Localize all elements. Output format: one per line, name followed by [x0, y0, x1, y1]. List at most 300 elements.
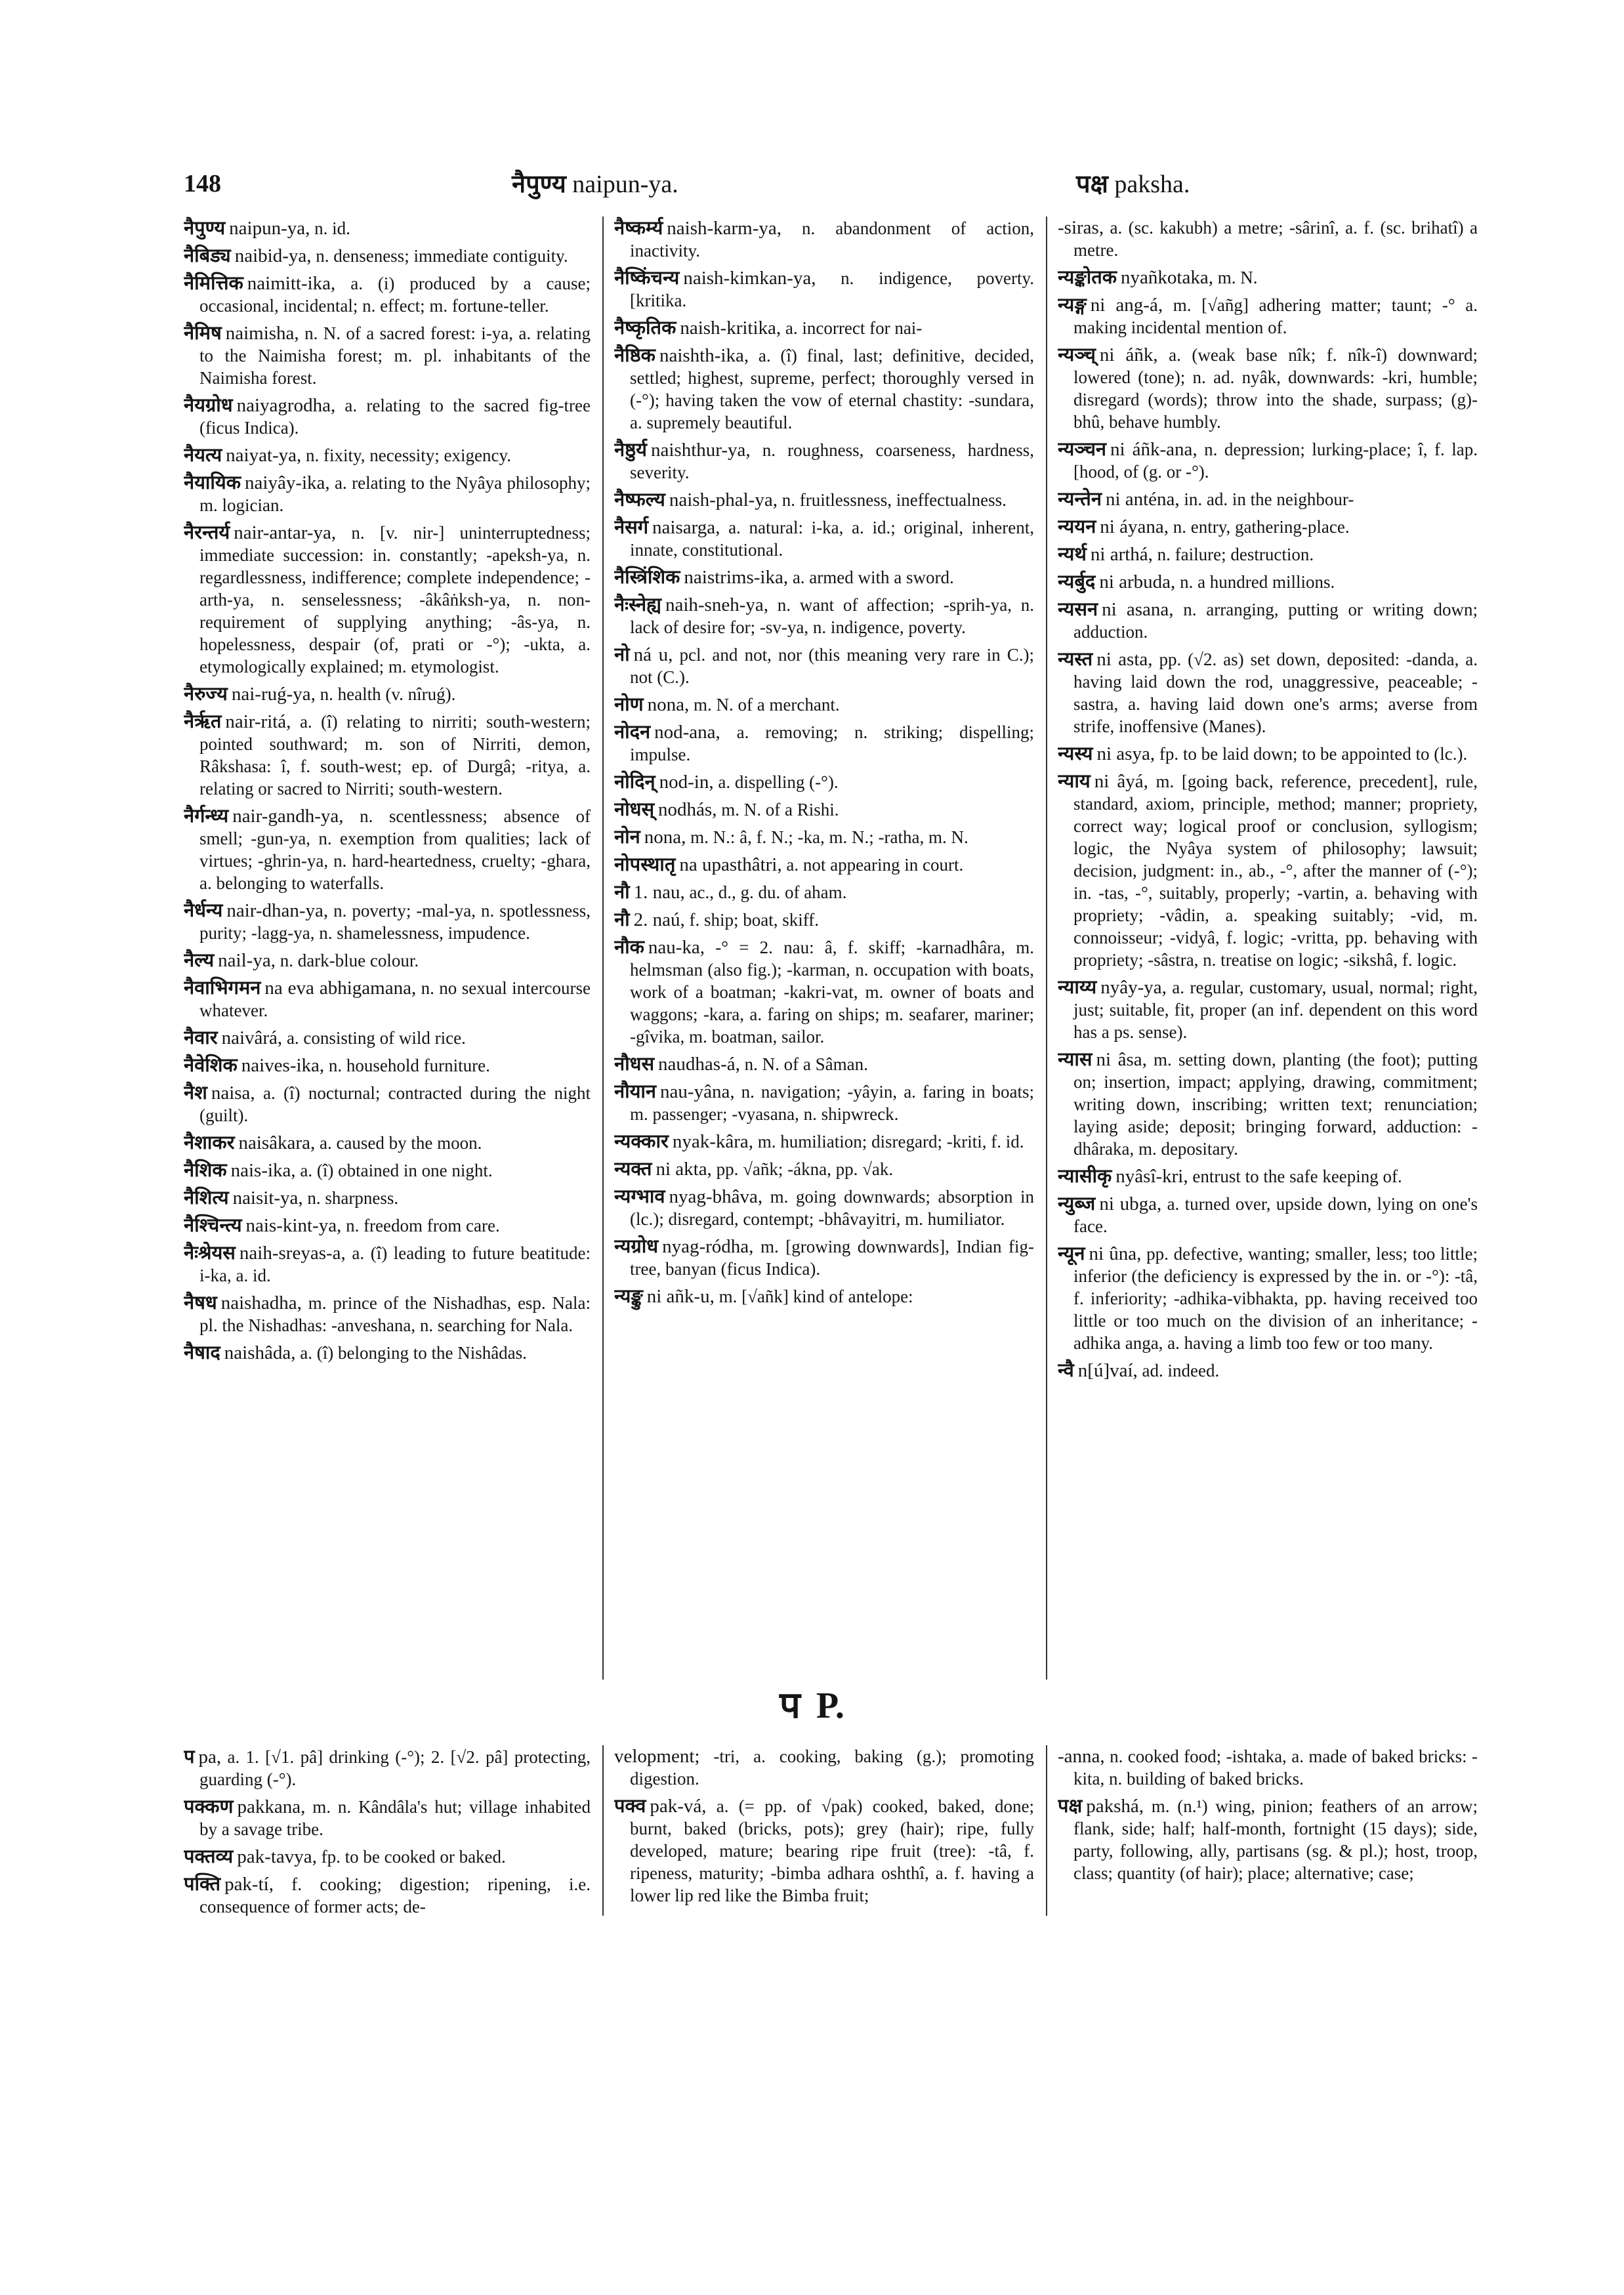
dictionary-entry: [184, 1745, 591, 1790]
dictionary-entry: [614, 1794, 1034, 1907]
headword-transliteration: ni ûna,: [1089, 1243, 1142, 1264]
dictionary-entry: [1058, 598, 1478, 643]
headword-transliteration: naiyat-ya,: [226, 445, 302, 466]
definition: m. N. of a merchant.: [693, 695, 840, 714]
headword-devanagari: नैःश्रेयस: [184, 1241, 236, 1264]
dictionary-entry: [184, 1795, 591, 1840]
headword-transliteration: pak-tí,: [224, 1874, 274, 1895]
definition: a. not appearing in court.: [786, 855, 964, 875]
dictionary-entry: [184, 710, 591, 800]
dictionary-entry: [614, 880, 1034, 903]
headword-devanagari: नैष्ठिक: [614, 344, 656, 366]
headword-transliteration: pa,: [198, 1747, 222, 1768]
headword-devanagari: नोदिन्: [614, 770, 656, 793]
column-2: [614, 217, 1034, 1680]
headword-transliteration: naishthur-ya,: [651, 440, 751, 461]
headword-devanagari: नैरन्तर्य: [184, 521, 230, 543]
headword-transliteration: nyây-ya,: [1100, 977, 1167, 998]
headword-devanagari: नैःस्नेह्य: [614, 593, 661, 615]
headword-devanagari: नौक: [614, 936, 644, 958]
definition: n. scentlessness; absence of smell; -gun-ya, n. exemption from qualities; lack of virtues; -ghrin-ya, n. hard-heartedness, cruelty; -ghara, a. belonging to waterfalls.: [199, 806, 591, 893]
headword-transliteration: nodhás,: [658, 799, 717, 820]
definition: n. failure; destruction.: [1157, 545, 1314, 564]
definition: n. freedom from care.: [346, 1216, 500, 1235]
headword-transliteration: nais-kint-ya,: [245, 1215, 342, 1236]
headword-transliteration: naiyây-ika,: [245, 472, 330, 493]
headword-transliteration: pak-vá,: [650, 1796, 707, 1817]
dictionary-entry: [614, 217, 1034, 262]
section-letter-roman: P.: [816, 1685, 844, 1726]
definition: entrust to the safe keeping of.: [1192, 1167, 1402, 1186]
dictionary-entry: [614, 344, 1034, 434]
definition: -tri, a. cooking, baking (g.); promoting digestion.: [630, 1747, 1034, 1788]
column-5: [614, 1745, 1034, 1916]
page-number: 148: [184, 170, 221, 197]
headword-transliteration: naisit-ya,: [232, 1188, 303, 1209]
headword-devanagari: नौयान: [614, 1080, 657, 1102]
definition: a. (î) belonging to the Nishâdas.: [300, 1343, 527, 1363]
headword-devanagari: नैष्ठुर्य: [614, 438, 647, 461]
headword-devanagari: न्यङ्कु: [614, 1285, 643, 1307]
dictionary-entry: [614, 1130, 1034, 1153]
dictionary-entry: [184, 444, 591, 466]
definition: a. caused by the moon.: [319, 1133, 482, 1153]
headword-transliteration: nau-yâna,: [660, 1081, 735, 1102]
definition: m. [going back, reference, precedent], rule, standard, axiom, principle, method; manner; propriety, correct way; logical proof or conclusion, syllogism; logic, the Nyâya system of philosophy; lawsuit; decision, judgment: in., ab., -°, after the manner of (-°); in. -tas, -°, suitably, properly; -vartin, a. behaving with propriety; -vâdin, a. speaking suitably; -vid, m. connoisseur; -vidyâ, f. logic; -vritta, pp. behaving with propriety; -sâstra, n. treatise on logic; -sikshâ, f. logic.: [1073, 772, 1478, 970]
headword-transliteration: ni akta,: [656, 1159, 712, 1180]
headword-transliteration: ni âyá,: [1094, 771, 1148, 792]
definition: n. health (v. nîruǵ).: [320, 684, 456, 704]
dictionary-entry: [184, 949, 591, 972]
dictionary-entry: [614, 438, 1034, 484]
dictionary-entry: [614, 516, 1034, 561]
headword-devanagari: नैष्कर्म्य: [614, 217, 663, 239]
headword-devanagari: न्यास: [1058, 1048, 1093, 1070]
headword-transliteration: nais-ika,: [230, 1160, 296, 1181]
dictionary-entry: [184, 1214, 591, 1237]
dictionary-entry: [184, 217, 591, 239]
definition: a. armed with a sword.: [792, 568, 954, 587]
headword-devanagari: न्यञ्चन: [1058, 438, 1107, 460]
dictionary-entry: [184, 471, 591, 516]
definition: n. [v. nir-] uninterruptedness; immediate succession: in. constantly; -apeksh-ya, n. regardlessness, indifference; complete independence; -arth-ya, n. senselessness; -âkâṅksh-ya, n. non-requirement of supplying anything; -âs-ya, n. hopelessness, despair (of, prati or -°); -ukta, a. etymologically explained; m. etymologist.: [199, 523, 591, 676]
definition: a. 1. [√1. pâ] drinking (-°); 2. [√2. pâ] protecting, guarding (-°).: [199, 1747, 591, 1789]
definition: n. N. of a sacred forest: i-ya, a. relating to the Naimisha forest; m. pl. inhabitants of the Naimisha forest.: [199, 323, 591, 388]
right-headword-devanagari: पक्ष: [1076, 169, 1108, 198]
dictionary-entry: [1058, 1192, 1478, 1237]
definition: m. going downwards; absorption in (lc.); disregard, contempt; -bhâvayitri, m. humiliator.: [630, 1187, 1034, 1229]
headword-devanagari: न्यक्कार: [614, 1130, 669, 1152]
headword-devanagari: नैष्किंचन्य: [614, 266, 680, 289]
column-divider: [602, 217, 604, 1680]
headword-transliteration: ni asta,: [1096, 649, 1153, 670]
dictionary-entry: [184, 1186, 591, 1209]
column-4: [184, 1745, 591, 1916]
headword-transliteration: velopment;: [614, 1746, 700, 1767]
dictionary-entry: [184, 1159, 591, 1182]
dictionary-entry: [614, 643, 1034, 688]
headword-transliteration: ni ang-á,: [1090, 295, 1163, 316]
dictionary-entry: [184, 1131, 591, 1154]
definition: pcl. and not, nor (this meaning very rare in C.); not (C.).: [630, 645, 1034, 687]
headword-transliteration: ni áyana,: [1100, 516, 1169, 537]
headword-devanagari: नोन: [614, 825, 640, 848]
headword-devanagari: न्यञ्च्: [1058, 343, 1096, 365]
headword-devanagari: नैष्कृतिक: [614, 316, 677, 339]
definition: a. relating to the Nyâya philosophy; m. logician.: [199, 473, 591, 515]
definition: m. N.: [1217, 268, 1258, 287]
headword-devanagari: न्वै: [1058, 1359, 1074, 1381]
definition: n. poverty; -mal-ya, n. spotlessness, purity; -lagg-ya, n. shamelessness, impudence.: [199, 901, 591, 943]
headword-transliteration: nyag-bhâva,: [669, 1186, 763, 1207]
headword-devanagari: न्यस्य: [1058, 742, 1093, 764]
headword-devanagari: नैशाकर: [184, 1131, 235, 1153]
headword-transliteration: naish-karm-ya,: [667, 218, 782, 239]
headword-transliteration: pak-tavya,: [237, 1846, 317, 1867]
definition: ac., d., g. du. of aham.: [689, 882, 847, 902]
definition: n. depression; lurking-place; î, f. lap. [hood, of (g. or -°).: [1073, 440, 1478, 482]
definition: a. (î) leading to future beatitude: i-ka, a. id.: [199, 1243, 591, 1285]
headword-transliteration: nod-in,: [659, 772, 714, 793]
dictionary-entry: [1058, 1165, 1478, 1188]
headword-transliteration: nod-ana,: [654, 722, 720, 743]
left-headword-devanagari: नैपुण्य: [512, 169, 566, 198]
headword-transliteration: nyag-ródha,: [662, 1236, 754, 1257]
headword-transliteration: nail-ya,: [218, 950, 276, 971]
definition: pp. √añk; -ákna, pp. √ak.: [716, 1159, 894, 1179]
headword-transliteration: nyak-kâra,: [672, 1131, 754, 1152]
definition: m. (n.¹) wing, pinion; feathers of an arrow; flank, side; half; half-month, fortnight (15 days); side, party, following, ally, partisans (sg. & pl.); host, troop, class; quantity (of hair); place; alternative; case;: [1073, 1796, 1478, 1883]
definition: a. (i) produced by a cause; occasional, incidental; n. effect; m. fortune-teller.: [199, 274, 591, 316]
dictionary-entry: [614, 936, 1034, 1048]
headword-transliteration: ni añk-u,: [646, 1286, 715, 1307]
headword-devanagari: न्यङ्कोतक: [1058, 266, 1117, 288]
column-divider: [1046, 217, 1047, 1680]
definition: n. household furniture.: [328, 1056, 490, 1075]
headword-devanagari: न्यन्तेन: [1058, 487, 1102, 510]
dictionary-entry: [614, 1235, 1034, 1280]
dictionary-entry: [1058, 515, 1478, 538]
headword-transliteration: naishth-ika,: [659, 345, 749, 366]
headword-devanagari: न्यङ्ग: [1058, 293, 1087, 316]
headword-transliteration: pakshá,: [1086, 1796, 1144, 1817]
definition: n. sharpness.: [307, 1188, 399, 1208]
definition: n. arranging, putting or writing down; adduction.: [1073, 600, 1478, 642]
section-letter-heading: [0, 1680, 1624, 1732]
dictionary-entry: [614, 853, 1034, 876]
headword-devanagari: नैर्धन्य: [184, 899, 223, 921]
headword-devanagari: नोण: [614, 693, 644, 715]
headword-transliteration: nyâsî-kri,: [1115, 1166, 1188, 1187]
headword-transliteration: naish-kritika,: [680, 318, 781, 339]
dictionary-entry: [184, 1845, 591, 1868]
dictionary-entry: [184, 1026, 591, 1049]
headword-transliteration: n[ú]vaí,: [1077, 1360, 1138, 1381]
dictionary-entry: [1058, 1359, 1478, 1382]
headword-transliteration: naimitt-ika,: [247, 273, 336, 294]
headword-devanagari: नोपस्थातृ: [614, 853, 676, 875]
dictionary-entry: [1058, 217, 1478, 261]
headword-devanagari: नैषध: [184, 1291, 217, 1313]
dictionary-entry: [1058, 487, 1478, 510]
headword-devanagari: नैमित्तिक: [184, 272, 243, 294]
definition: n. navigation; -yâyin, a. faring in boats; m. passenger; -vyasana, n. shipwreck.: [630, 1082, 1034, 1124]
definition: fp. to be cooked or baked.: [321, 1847, 506, 1867]
dictionary-entry: [614, 566, 1034, 589]
headword-transliteration: -siras,: [1058, 217, 1104, 238]
dictionary-entry: [184, 1341, 591, 1364]
headword-transliteration: naiyagrodha,: [236, 395, 336, 416]
headword-transliteration: nona,: [647, 694, 690, 715]
column-3: [1058, 217, 1478, 1680]
headword-devanagari: नैर्गन्ध्य: [184, 804, 229, 827]
dictionary-entry: [184, 1054, 591, 1077]
dictionary-entry: [1058, 1745, 1478, 1790]
definition: m. setting down, planting (the foot); putting on; insertion, impact; applying, drawing, commitment; writing down, inscribing; written text; renunciation; laying aside; deposit; bringing forward, adduction: -dhâraka, m. depositary.: [1073, 1050, 1478, 1159]
headword-devanagari: नौधस: [614, 1052, 655, 1075]
dictionary-entry: [184, 1872, 591, 1916]
headword-devanagari: नैश: [184, 1081, 207, 1104]
definition: m. [√añk] kind of antelope:: [718, 1287, 913, 1306]
definition: n. fixity, necessity; exigency.: [306, 445, 511, 465]
headword-devanagari: नैवार: [184, 1026, 218, 1048]
headword-devanagari: नो: [614, 643, 630, 665]
dictionary-entry: [614, 1052, 1034, 1075]
headword-transliteration: naipun-ya,: [229, 218, 310, 239]
headword-transliteration: naish-kimkan-ya,: [683, 268, 816, 289]
headword-devanagari: नैसर्ग: [614, 516, 649, 538]
headword-devanagari: न्यग्रोध: [614, 1235, 659, 1257]
headword-devanagari: नैमिष: [184, 321, 222, 344]
dictionary-entry: [614, 1285, 1034, 1308]
right-running-head: [1076, 164, 1190, 204]
dictionary-entry: [1058, 293, 1478, 339]
definition: a. incorrect for nai-: [785, 318, 923, 338]
dictionary-entry: [1058, 343, 1478, 433]
definition: ad. indeed.: [1142, 1361, 1220, 1380]
headword-devanagari: नैयायिक: [184, 471, 241, 493]
definition: pp. defective, wanting; smaller, less; too little; inferior (the deficiency is expressed by the in. or -°): -tâ, f. inferiority; -adhika-vibhakta, pp. having received too little or too much on the division of an inheritance; -adhika anga, a. having a limb too few or too many.: [1073, 1244, 1478, 1353]
headword-transliteration: naisarga,: [652, 517, 720, 538]
dictionary-entry: [1058, 1048, 1478, 1160]
headword-devanagari: नौ: [614, 908, 630, 930]
headword-devanagari: न्यर्थ: [1058, 543, 1087, 565]
headword-transliteration: ni anténa,: [1105, 489, 1180, 510]
headword-devanagari: न्यासीकृ: [1058, 1165, 1112, 1187]
dictionary-entry: [614, 266, 1034, 312]
dictionary-entry: [184, 394, 591, 439]
headword-transliteration: naisa,: [211, 1083, 255, 1104]
headword-devanagari: नैषाद: [184, 1341, 220, 1363]
dictionary-entry: [614, 908, 1034, 931]
dictionary-entry: [614, 1157, 1034, 1180]
definition: m. humiliation; disregard; -kriti, f. id.: [757, 1132, 1024, 1151]
dictionary-entry: [614, 593, 1034, 638]
dictionary-entry: [184, 521, 591, 678]
dictionary-entry: [1058, 543, 1478, 566]
right-headword-roman: paksha.: [1114, 171, 1190, 198]
dictionary-entry: [184, 272, 591, 317]
headword-devanagari: न्याय: [1058, 770, 1091, 792]
headword-devanagari: पक्तव्य: [184, 1845, 234, 1867]
headword-devanagari: नैशिक: [184, 1159, 227, 1181]
definition: f. cooking; digestion; ripening, i.e. consequence of former acts; de-: [199, 1874, 591, 1916]
headword-transliteration: nyañkotaka,: [1121, 267, 1213, 288]
headword-devanagari: नैशित्य: [184, 1186, 229, 1209]
definition: n. indigence, poverty. [kritika.: [630, 268, 1034, 310]
headword-transliteration: ni ubga,: [1099, 1193, 1162, 1214]
headword-devanagari: पक्कण: [184, 1795, 234, 1817]
headword-transliteration: nai-ruǵ-ya,: [231, 684, 316, 705]
headword-devanagari: न्युब्ज: [1058, 1192, 1096, 1214]
headword-devanagari: नैश्चिन्त्य: [184, 1214, 242, 1236]
definition: m. prince of the Nishadhas, esp. Nala: pl. the Nishadhas: -anveshana, n. searching for Nala.: [199, 1293, 591, 1335]
definition: m. [growing downwards], Indian fig-tree, banyan (ficus Indica).: [630, 1237, 1034, 1279]
headword-devanagari: नैष्फल्य: [614, 488, 665, 510]
headword-transliteration: pakkana,: [237, 1796, 306, 1817]
headword-transliteration: naih-sreyas-a,: [239, 1243, 346, 1264]
headword-devanagari: पक्ति: [184, 1872, 221, 1895]
headword-transliteration: ni asya,: [1096, 743, 1156, 764]
headword-transliteration: nair-antar-ya,: [234, 522, 337, 543]
dictionary-entry: [614, 488, 1034, 511]
definition: a. (î) obtained in one night.: [300, 1161, 493, 1180]
definition: m. [√añg] adhering matter; taunt; -° a. making incidental mention of.: [1073, 295, 1478, 337]
headword-transliteration: naisâkara,: [238, 1132, 316, 1153]
definition: n. roughness, coarseness, hardness, severity.: [630, 440, 1034, 482]
headword-transliteration: -anna,: [1058, 1746, 1105, 1767]
headword-transliteration: naibid-ya,: [234, 245, 312, 266]
column-divider: [602, 1745, 604, 1916]
definition: n. cooked food; -ishtaka, a. made of baked bricks: -kita, n. building of baked bricks.: [1073, 1747, 1478, 1788]
section-letter-devanagari: प: [780, 1684, 801, 1727]
dictionary-entry: [614, 693, 1034, 716]
headword-transliteration: na eva abhigamana,: [264, 978, 417, 999]
headword-devanagari: प: [184, 1745, 195, 1768]
definition: fp. to be laid down; to be appointed to (lc.).: [1159, 744, 1468, 764]
headword-transliteration: nau-ka,: [648, 937, 705, 958]
headword-transliteration: ni asana,: [1102, 599, 1174, 620]
dictionary-entry: [1058, 1794, 1478, 1884]
dictionary-entry: [1058, 648, 1478, 737]
definition: f. ship; boat, skiff.: [689, 910, 819, 930]
headword-devanagari: पक्व: [614, 1794, 646, 1817]
dictionary-entry: [184, 804, 591, 894]
definition: m. N.: â, f. N.; -ka, m. N.; -ratha, m. N.: [690, 827, 968, 847]
definition: a. (î) relating to nirriti; south-western; pointed southward; m. son of Nirriti, demon, Râkshasa: î, f. south-west; ep. of Durgâ; -ritya, a. relating or sacred to Nirriti; south-western.: [199, 712, 591, 798]
headword-devanagari: न्ययन: [1058, 515, 1096, 537]
dictionary-entry: [1058, 438, 1478, 483]
headword-transliteration: naistrims-ika,: [684, 567, 789, 588]
definition: n. entry, gathering-place.: [1173, 517, 1350, 537]
headword-transliteration: naivârá,: [221, 1027, 283, 1048]
headword-devanagari: नैयग्रोध: [184, 394, 233, 416]
headword-devanagari: नैवाभिगमन: [184, 976, 261, 999]
headword-transliteration: na upasthâtri,: [679, 854, 782, 875]
headword-transliteration: nair-gandh-ya,: [232, 806, 344, 827]
headword-devanagari: न्यस्त: [1058, 648, 1093, 670]
dictionary-entry: [614, 720, 1034, 766]
headword-transliteration: nair-dhan-ya,: [226, 900, 329, 921]
definition: n. id.: [314, 218, 350, 238]
dictionary-entry: [184, 1241, 591, 1287]
definition: in. ad. in the neighbour-: [1184, 489, 1354, 509]
dictionary-entry: [1058, 770, 1478, 971]
headword-transliteration: ni arbuda,: [1099, 571, 1176, 592]
dictionary-entry: [184, 976, 591, 1022]
headword-transliteration: ni arthá,: [1090, 544, 1153, 565]
definition: a. (î) nocturnal; contracted during the night (guilt).: [199, 1083, 591, 1125]
definition: a. relating to the sacred fig-tree (ficus Indica).: [199, 396, 591, 438]
column-1: [184, 217, 591, 1680]
headword-devanagari: नैबिड्य: [184, 244, 231, 266]
dictionary-entry: [614, 1185, 1034, 1230]
definition: m. n. Kândâla's hut; village inhabited by a savage tribe.: [199, 1797, 591, 1839]
definition: n. a hundred millions.: [1180, 572, 1335, 592]
definition: a. (= pp. of √pak) cooked, baked, done; burnt, baked (bricks, pots); grey (hair); ripe, fully developed, mature; bearing ripe fruit (tree): -tâ, f. ripeness, maturity; -bimba adhara oshthî, a. f. having a lower lip red like the Bimba fruit;: [630, 1796, 1034, 1905]
definition: n. fruitlessness, ineffectualness.: [781, 490, 1007, 510]
dictionary-entry: [1058, 570, 1478, 593]
dictionary-entry: [614, 1745, 1034, 1790]
headword-devanagari: नैरुज्य: [184, 682, 228, 705]
left-headword-roman: naipun-ya.: [572, 171, 678, 198]
definition: a. regular, customary, usual, normal; right, just; suitable, fit, proper (an inf. dependent on this word has a ps. sense).: [1073, 978, 1478, 1042]
dictionary-entry: [614, 770, 1034, 793]
dictionary-entry: [614, 1080, 1034, 1125]
headword-devanagari: न्यून: [1058, 1242, 1085, 1264]
dictionary-entry: [614, 825, 1034, 848]
dictionary-entry: [184, 321, 591, 389]
definition: -° = 2. nau: â, f. skiff; -karnadhâra, m. helmsman (also fig.); -karman, n. occupation with boats, work of a boatman; -kakri-vat, m. owner of boats and waggons; -kara, a. faring on ships; m. seafarer, mariner; -gîvika, m. boatman, sailor.: [630, 938, 1034, 1046]
definition: a. natural: i-ka, a. id.; original, inherent, innate, constitutional.: [630, 518, 1034, 560]
definition: n. denseness; immediate contiguity.: [316, 246, 568, 266]
headword-transliteration: naish-phal-ya,: [669, 489, 778, 510]
dictionary-entry: [184, 1291, 591, 1336]
headword-transliteration: naishadha,: [220, 1292, 302, 1313]
dictionary-entry: [1058, 976, 1478, 1043]
dictionary-entry: [1058, 266, 1478, 289]
headword-devanagari: नौ: [614, 880, 630, 903]
dictionary-entry: [184, 682, 591, 705]
page-header: [184, 164, 1457, 203]
dictionary-entry: [184, 244, 591, 267]
headword-devanagari: नोधस्: [614, 798, 655, 820]
left-running-head: [512, 164, 678, 204]
headword-transliteration: ni âsa,: [1096, 1049, 1147, 1070]
headword-transliteration: 2. naú,: [633, 909, 685, 930]
definition: a. dispelling (-°).: [718, 772, 839, 792]
definition: pp. (√2. as) set down, deposited: -danda, a. having laid down the rod, unaggressive, peaceable; -sastra, a. having laid down one's arms; averse from strife, inoffensive (Manes).: [1073, 650, 1478, 736]
definition: a. (î) final, last; definitive, decided, settled; highest, supreme, perfect; thoroughly versed in (-°); having taken the vow of eternal chastity: -sundara, a. supremely beautiful.: [630, 346, 1034, 432]
dictionary-entry: [1058, 742, 1478, 765]
definition: a. (sc. kakubh) a metre; -sârinî, a. f. (sc. brihatî) a metre.: [1073, 218, 1478, 260]
headword-devanagari: नैवेशिक: [184, 1054, 238, 1076]
definition: a. turned over, upside down, lying on one's face.: [1073, 1194, 1478, 1236]
definition: n. dark-blue colour.: [280, 951, 419, 970]
headword-transliteration: naudhas-á,: [658, 1054, 740, 1075]
headword-devanagari: नैल्य: [184, 949, 215, 971]
headword-transliteration: naih-sneh-ya,: [665, 594, 768, 615]
headword-transliteration: 1. nau,: [633, 882, 685, 903]
column-divider: [1046, 1745, 1047, 1916]
headword-devanagari: न्यसन: [1058, 598, 1098, 620]
headword-transliteration: naives-ika,: [241, 1055, 325, 1076]
column-6: [1058, 1745, 1478, 1916]
headword-devanagari: पक्ष: [1058, 1794, 1083, 1817]
headword-devanagari: नैयत्य: [184, 444, 222, 466]
dictionary-entry: [1058, 1242, 1478, 1354]
definition: a. (weak base nîk; f. nîk-î) downward; lowered (tone); n. ad. nyâk, downwards: -kri, humble; disregard (words); throw into the shade, surpass; (g)-bhû, behave humbly.: [1073, 345, 1478, 432]
